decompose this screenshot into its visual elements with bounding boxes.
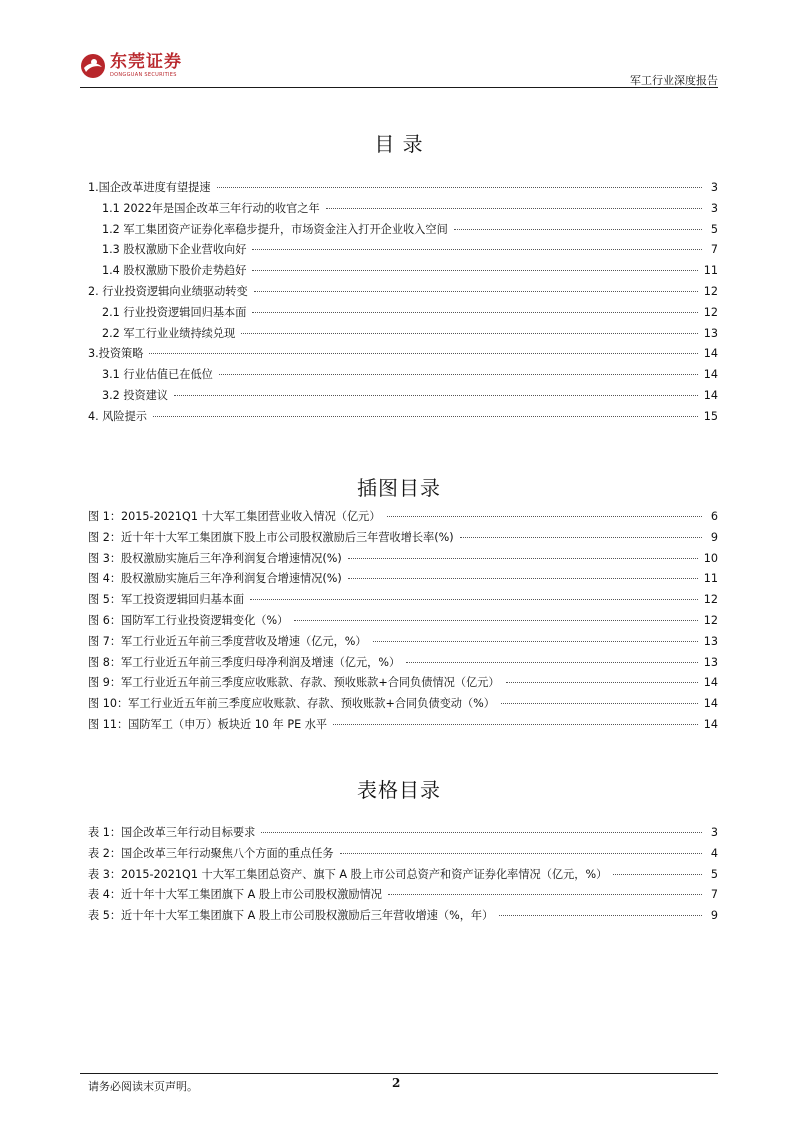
dot-leader [613, 874, 702, 875]
table-entry[interactable] [88, 844, 718, 865]
toc-entry-label: 4. 风险提示 [88, 409, 147, 423]
dongguan-securities-logo-icon [80, 53, 106, 79]
report-type-label: 军工行业深度报告 [630, 74, 718, 87]
toc-entry[interactable] [88, 199, 718, 220]
figure-entry-page: 14 [703, 717, 718, 731]
figure-entry[interactable] [88, 673, 718, 694]
toc-entry-page: 13 [703, 326, 718, 340]
table-entry-page: 3 [710, 826, 718, 839]
toc-entry[interactable] [88, 303, 718, 324]
figure-entry-label: 图 11：国防军工（申万）板块近 10 年 PE 水平 [88, 717, 328, 731]
dot-leader [326, 208, 702, 209]
figure-entry-page: 14 [703, 676, 718, 690]
figure-entry[interactable] [88, 611, 718, 632]
toc-title: 目 录 [374, 132, 424, 156]
table-entry[interactable] [88, 865, 718, 886]
figure-entry[interactable] [88, 507, 718, 528]
dot-leader [501, 703, 698, 704]
figure-entry-page: 13 [703, 655, 718, 669]
dot-leader [252, 312, 697, 313]
figure-entry[interactable] [88, 549, 718, 570]
figure-entry-page: 6 [710, 510, 718, 523]
figure-entry-label: 图 3：股权激励实施后三年净利润复合增速情况(%) [88, 551, 342, 565]
table-entry[interactable] [88, 823, 718, 844]
tables-title: 表格目录 [357, 778, 441, 802]
figure-entry-label: 图 9：军工行业近五年前三季度应收账款、存款、预收账款+合同负债情况（亿元） [88, 676, 500, 690]
figure-entry-label: 图 7：军工行业近五年前三季度营收及增速（亿元，%） [88, 634, 367, 648]
toc-entry-page: 15 [703, 409, 718, 423]
toc-entry-page: 7 [710, 243, 718, 257]
figure-entry-page: 13 [703, 634, 718, 648]
table-entry-label: 表 1：国企改革三年行动目标要求 [88, 826, 256, 839]
table-entry-label: 表 2：国企改革三年行动聚焦八个方面的重点任务 [88, 846, 334, 860]
dot-leader [388, 894, 702, 895]
page-number: 2 [392, 1076, 401, 1090]
figure-entry[interactable] [88, 715, 718, 736]
toc-entry-label: 3.投资策略 [88, 347, 144, 361]
dot-leader [252, 249, 702, 250]
table-list [88, 823, 718, 927]
dot-leader [241, 333, 698, 334]
figure-entry-label: 图 2：近十年十大军工集团旗下股上市公司股权激励后三年营收增长率(%) [88, 530, 454, 544]
figure-entry-page: 9 [710, 530, 718, 544]
toc-entry-label: 1.3 股权激励下企业营收向好 [102, 243, 247, 257]
figure-list [88, 507, 718, 736]
toc-entry-label: 2.2 军工行业业绩持续兑现 [102, 326, 236, 340]
figure-entry-label: 图 1：2015-2021Q1 十大军工集团营业收入情况（亿元） [88, 510, 381, 523]
toc-list [88, 178, 718, 428]
dot-leader [174, 395, 698, 396]
dot-leader [153, 416, 698, 417]
table-entry-page: 7 [710, 888, 718, 902]
toc-entry-label: 2.1 行业投资逻辑回归基本面 [102, 305, 247, 319]
toc-entry-page: 3 [710, 201, 718, 215]
dot-leader [333, 724, 698, 725]
page-header [80, 48, 718, 88]
toc-entry-label: 3.1 行业估值已在低位 [102, 368, 213, 382]
toc-entry-label: 1.2 军工集团资产证券化率稳步提升，市场资金注入打开企业收入空间 [102, 222, 448, 236]
figure-entry-page: 12 [703, 613, 718, 627]
table-entry[interactable] [88, 885, 718, 906]
dot-leader [254, 291, 698, 292]
figure-entry-label: 图 5：军工投资逻辑回归基本面 [88, 593, 245, 607]
dot-leader [506, 682, 698, 683]
disclaimer-note: 请务必阅读末页声明。 [88, 1080, 198, 1093]
dot-leader [348, 558, 698, 559]
dot-leader [261, 832, 702, 833]
dot-leader [406, 662, 698, 663]
dot-leader [252, 270, 697, 271]
figure-entry-label: 图 4：股权激励实施后三年净利润复合增速情况(%) [88, 572, 342, 586]
toc-entry-page: 14 [703, 347, 718, 361]
toc-entry-page: 3 [710, 181, 718, 194]
toc-entry-page: 12 [703, 305, 718, 319]
dot-leader [219, 374, 698, 375]
figures-title: 插图目录 [357, 476, 441, 500]
dot-leader [250, 599, 698, 600]
dot-leader [454, 229, 702, 230]
figure-entry-label: 图 8：军工行业近五年前三季度归母净利润及增速（亿元，%） [88, 655, 401, 669]
toc-entry[interactable] [88, 220, 718, 241]
toc-entry-page: 14 [703, 368, 718, 382]
dot-leader [348, 578, 698, 579]
dot-leader [373, 641, 698, 642]
figure-entry[interactable] [88, 590, 718, 611]
toc-entry-label: 3.2 投资建议 [102, 388, 169, 402]
toc-entry[interactable] [88, 344, 718, 365]
figure-entry-page: 12 [703, 593, 718, 607]
figure-entry[interactable] [88, 528, 718, 549]
dot-leader [294, 620, 697, 621]
table-entry[interactable] [88, 906, 718, 927]
toc-entry[interactable] [88, 240, 718, 261]
toc-entry[interactable] [88, 365, 718, 386]
figure-entry[interactable] [88, 632, 718, 653]
dot-leader [217, 187, 702, 188]
toc-entry[interactable] [88, 386, 718, 407]
toc-entry-label: 1.4 股权激励下股价走势趋好 [102, 264, 247, 278]
figure-entry-label: 图 6：国防军工行业投资逻辑变化（%） [88, 613, 289, 627]
footer-divider [80, 1073, 718, 1074]
toc-entry-page: 14 [703, 388, 718, 402]
figure-entry-label: 图 10：军工行业近五年前三季度应收账款、存款、预收账款+合同负债变动（%） [88, 697, 495, 711]
logo-english-name: DONGGUAN SECURITIES [110, 72, 177, 78]
figure-entry-page: 14 [703, 697, 718, 711]
figure-entry[interactable] [88, 694, 718, 715]
table-entry-label: 表 4：近十年十大军工集团旗下 A 股上市公司股权激励情况 [88, 888, 382, 902]
dot-leader [387, 516, 702, 517]
header-divider [80, 87, 718, 88]
toc-entry[interactable] [88, 282, 718, 303]
table-entry-page: 9 [710, 909, 718, 923]
table-entry-label: 表 5：近十年十大军工集团旗下 A 股上市公司股权激励后三年营收增速（%，年） [88, 909, 494, 923]
figure-entry[interactable] [88, 653, 718, 674]
toc-entry[interactable] [88, 324, 718, 345]
toc-entry[interactable] [88, 178, 718, 199]
company-logo [80, 50, 182, 82]
toc-entry-page: 11 [703, 264, 718, 278]
toc-entry-label: 1.1 2022年是国企改革三年行动的收官之年 [102, 201, 320, 215]
table-entry-label: 表 3：2015-2021Q1 十大军工集团总资产、旗下 A 股上市公司总资产和资产证券化率情况（亿元，%） [88, 867, 608, 881]
table-entry-page: 4 [710, 846, 718, 860]
dot-leader [340, 853, 702, 854]
logo-chinese-name: 东莞证券 [110, 52, 182, 72]
toc-entry-page: 12 [703, 284, 718, 298]
figure-entry[interactable] [88, 569, 718, 590]
toc-entry-page: 5 [710, 222, 718, 236]
table-entry-page: 5 [710, 867, 718, 881]
toc-entry[interactable] [88, 261, 718, 282]
dot-leader [460, 537, 702, 538]
dot-leader [499, 915, 702, 916]
figure-entry-page: 11 [703, 572, 718, 586]
toc-entry-label: 1.国企改革进度有望提速 [88, 181, 211, 194]
toc-entry[interactable] [88, 407, 718, 428]
figure-entry-page: 10 [703, 551, 718, 565]
toc-entry-label: 2. 行业投资逻辑向业绩驱动转变 [88, 284, 248, 298]
dot-leader [149, 353, 697, 354]
